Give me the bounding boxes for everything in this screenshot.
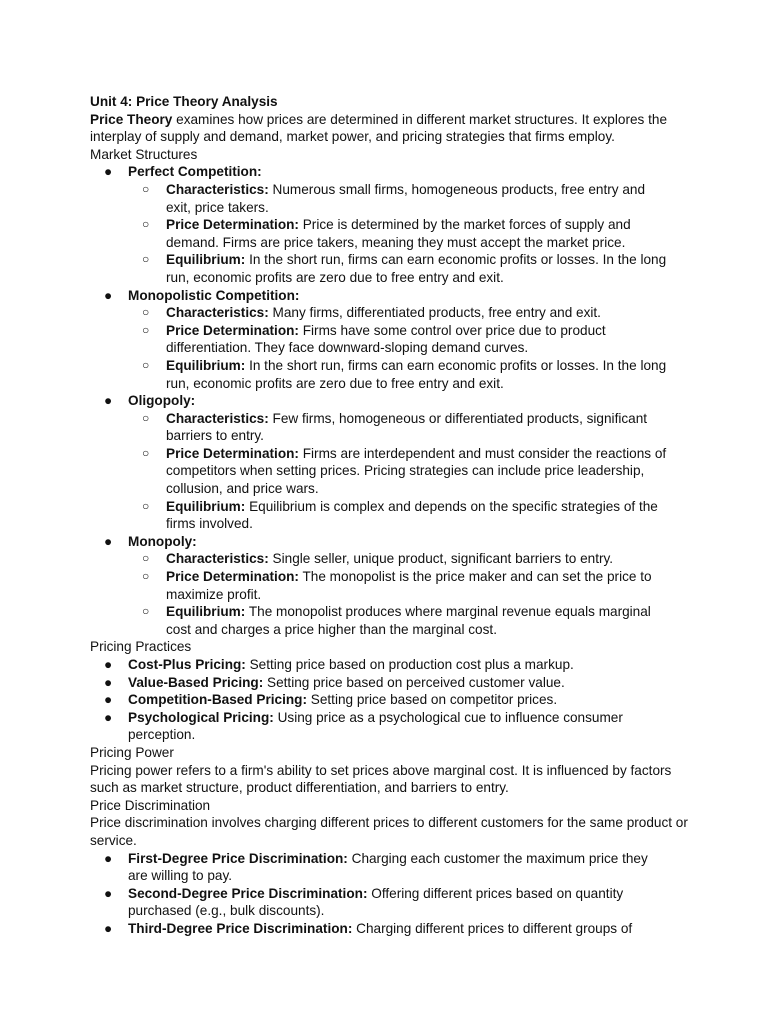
- hollow-bullet-icon: ○: [142, 498, 150, 513]
- bullet-icon: ●: [104, 657, 113, 672]
- bullet-icon: ●: [104, 709, 113, 725]
- list-item-label: Competition-Based Pricing:: [128, 692, 307, 708]
- hollow-bullet-icon: ○: [142, 551, 150, 566]
- list-item-label: Price Determination:: [166, 445, 299, 461]
- list-item-label: Monopolistic Competition:: [128, 287, 300, 303]
- list-item-text: Numerous small firms, homogeneous products, free entry and exit, price takers.: [166, 181, 646, 215]
- hollow-bullet-icon: ○: [142, 569, 150, 584]
- list-item: [90, 850, 668, 885]
- list-item-text: Many firms, differentiated products, free entry and exit.: [268, 305, 601, 321]
- list-item: [90, 674, 668, 692]
- list-item-label: Monopoly:: [128, 533, 197, 549]
- list-item-text: Using price as a psychological cue to influence consumer perception.: [128, 709, 623, 743]
- list-item-text: In the short run, firms can earn economic profits or losses. In the long run, economic profits are zero due to free entry and exit.: [166, 357, 667, 391]
- list-item: [90, 568, 670, 603]
- bullet-icon: ●: [104, 674, 113, 690]
- list-item-label: Price Determination:: [166, 569, 299, 585]
- list-item: [90, 392, 668, 410]
- list-item-label: Equilibrium:: [166, 604, 246, 620]
- hollow-bullet-icon: ○: [142, 322, 150, 337]
- hollow-bullet-icon: ○: [142, 357, 150, 372]
- list-item-label: Price Determination:: [166, 322, 299, 338]
- intro-text: examines how prices are determined in different market structures. It explores the interplay of supply and demand, market power, and pricing strategies that firms employ.: [90, 111, 667, 145]
- list-item: [90, 216, 670, 251]
- list-item: [90, 550, 670, 568]
- pricing-practices-list: [90, 656, 690, 744]
- hollow-bullet-icon: ○: [142, 252, 150, 267]
- list-item: [90, 357, 670, 392]
- bullet-icon: ●: [104, 287, 113, 303]
- bullet-icon: ●: [104, 164, 113, 180]
- section-heading-pricing-power: Pricing Power: [90, 744, 174, 760]
- list-item-label: Characteristics:: [166, 551, 269, 567]
- list-item: [90, 445, 670, 498]
- hollow-bullet-icon: ○: [142, 181, 150, 196]
- list-item: [90, 656, 668, 674]
- list-item: [90, 691, 668, 709]
- list-item: [90, 322, 670, 357]
- document-page: [90, 93, 690, 938]
- list-item-label: Characteristics:: [166, 410, 269, 426]
- hollow-bullet-icon: ○: [142, 604, 150, 619]
- list-item: [90, 709, 668, 744]
- list-item-label: Psychological Pricing:: [128, 709, 274, 725]
- list-item: [90, 287, 668, 305]
- bullet-icon: ●: [104, 692, 113, 708]
- list-item-text: Price is determined by the market forces of supply and demand. Firms are price takers, meaning they must accept the market price.: [166, 217, 631, 250]
- hollow-bullet-icon: ○: [142, 445, 150, 460]
- list-item-text: Charging different prices to different groups of: [352, 920, 633, 936]
- list-item: [90, 603, 670, 638]
- section-heading-price-discrimination: Price Discrimination: [90, 797, 211, 813]
- hollow-bullet-icon: ○: [142, 410, 150, 425]
- bullet-icon: ●: [104, 850, 113, 866]
- list-item: [90, 885, 668, 920]
- bullet-icon: ●: [104, 920, 113, 936]
- section-heading-pricing-practices: Pricing Practices: [90, 639, 192, 655]
- bullet-icon: ●: [104, 393, 113, 409]
- list-item-label: Value-Based Pricing:: [128, 674, 264, 690]
- list-item-text: Firms are interdependent and must consider the reactions of competitors when setting prices. Pricing strategies can include price leadership, collusion, and price wars.: [166, 445, 667, 497]
- list-item-label: Equilibrium:: [166, 357, 246, 373]
- list-item: [90, 251, 670, 286]
- list-item-label: Third-Degree Price Discrimination:: [128, 920, 353, 936]
- list-item-label: Oligopoly:: [128, 393, 196, 409]
- list-item-text: Setting price based on competitor prices.: [307, 692, 558, 708]
- list-item-label: Equilibrium:: [166, 498, 246, 514]
- list-item: [90, 498, 670, 533]
- hollow-bullet-icon: ○: [142, 305, 150, 320]
- list-item: [90, 410, 670, 445]
- list-item: [90, 533, 668, 551]
- list-item-text: The monopolist is the price maker and can set the price to maximize profit.: [166, 569, 652, 602]
- list-item-label: Cost-Plus Pricing:: [128, 657, 246, 672]
- list-item-text: Few firms, homogeneous or differentiated products, significant barriers to entry.: [166, 410, 648, 444]
- list-item: [90, 181, 670, 216]
- bullet-icon: ●: [104, 885, 113, 901]
- list-item: [90, 304, 670, 322]
- hollow-bullet-icon: ○: [142, 217, 150, 232]
- bullet-icon: ●: [104, 533, 113, 549]
- price-discrimination-paragraph: Price discrimination involves charging different prices to different customers for the same product or service.: [90, 815, 688, 848]
- list-item-text: The monopolist produces where marginal revenue equals marginal cost and charges a price higher than the marginal cost.: [166, 604, 651, 637]
- document-title: Unit 4: Price Theory Analysis: [90, 94, 278, 109]
- section-heading-market-structures: Market Structures: [90, 146, 198, 162]
- list-item: [90, 920, 668, 938]
- list-item-text: Offering different prices based on quantity purchased (e.g., bulk discounts).: [128, 885, 624, 919]
- list-item-text: Firms have some control over price due to product differentiation. They face downward-sloping demand curves.: [166, 322, 606, 356]
- intro-term: Price Theory: [90, 111, 173, 127]
- pricing-power-paragraph: Pricing power refers to a firm's ability to set prices above marginal cost. It is influenced by factors such as market structure, product differentiation, and barriers to entry.: [90, 762, 672, 796]
- intro-paragraph: [90, 111, 690, 146]
- list-item-text: Equilibrium is complex and depends on the specific strategies of the firms involved.: [166, 498, 658, 532]
- list-item-text: Setting price based on perceived customer value.: [263, 674, 565, 690]
- list-item-label: Perfect Competition:: [128, 164, 262, 180]
- list-item-label: First-Degree Price Discrimination:: [128, 850, 348, 866]
- list-item-label: Characteristics:: [166, 305, 269, 321]
- list-item-text: In the short run, firms can earn economic profits or losses. In the long run, economic profits are zero due to free entry and exit.: [166, 252, 667, 285]
- list-item-text: Single seller, unique product, significant barriers to entry.: [268, 551, 614, 567]
- list-item-label: Price Determination:: [166, 217, 299, 233]
- list-item-label: Equilibrium:: [166, 252, 246, 268]
- list-item-text: Charging each customer the maximum price they are willing to pay.: [128, 850, 648, 884]
- list-item-label: Characteristics:: [166, 181, 269, 197]
- list-item: [90, 163, 668, 181]
- market-structures-list: [90, 163, 690, 638]
- list-item-label: Second-Degree Price Discrimination:: [128, 885, 368, 901]
- price-discrimination-list: [90, 850, 690, 938]
- list-item-text: Setting price based on production cost plus a markup.: [245, 657, 574, 672]
